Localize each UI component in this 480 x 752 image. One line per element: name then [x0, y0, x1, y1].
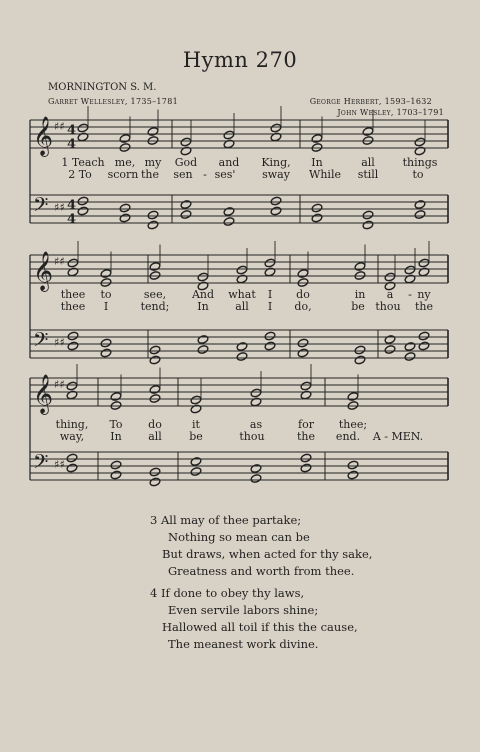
note-head — [67, 341, 79, 351]
note-head — [404, 265, 416, 275]
lyric-syllable: To — [109, 418, 123, 431]
note-head — [384, 345, 396, 355]
note-head — [300, 453, 312, 463]
lyric-syllable: I — [267, 288, 273, 301]
note-head — [297, 338, 309, 348]
lyric-syllable: thee — [60, 300, 86, 313]
stanza-line: Hallowed all toil if this the cause, — [162, 620, 358, 634]
lyric-syllable: things — [402, 156, 438, 169]
lyric-syllable: thee — [60, 288, 86, 301]
note-head — [100, 348, 112, 358]
author-credit: George Herbert, 1593–1632 — [309, 97, 432, 106]
key-signature: ♯♯ — [54, 336, 65, 349]
note-head — [197, 345, 209, 355]
note-head — [347, 401, 359, 411]
lyric-syllable: ny — [417, 288, 431, 301]
lyric-syllable: to — [100, 288, 112, 301]
note-head — [250, 474, 262, 484]
note-head — [110, 392, 122, 402]
lyric-syllable: While — [309, 168, 341, 181]
lyric-syllable: thou — [239, 430, 265, 443]
lyric-syllable: God — [174, 156, 198, 169]
treble-clef: 𝄞 — [33, 116, 54, 156]
note-head — [264, 331, 276, 341]
note-head — [362, 220, 374, 230]
lyric-syllable: way, — [59, 430, 85, 443]
note-head — [110, 470, 122, 480]
note-head — [270, 206, 282, 216]
note-head — [300, 381, 312, 391]
adapter-credit: John Wesley, 1703–1791 — [337, 108, 444, 117]
note-head — [149, 345, 161, 355]
note-head — [250, 464, 262, 474]
note-head — [362, 136, 374, 146]
note-head — [347, 470, 359, 480]
note-head — [354, 345, 366, 355]
note-head — [264, 341, 276, 351]
note-head — [354, 262, 366, 272]
lyric-syllable: all — [361, 156, 375, 169]
note-head — [404, 342, 416, 352]
note-head — [297, 278, 309, 288]
lyric-syllable: thee; — [338, 418, 368, 431]
note-head — [149, 477, 161, 487]
note-head — [414, 210, 426, 220]
lyric-syllable: do — [296, 288, 310, 301]
lyric-syllable: be — [351, 300, 365, 313]
note-head — [223, 217, 235, 227]
lyric-syllable: 2 To — [68, 168, 92, 181]
lyric-syllable: the — [296, 430, 316, 443]
stanza-line: 4 If done to obey thy laws, — [150, 586, 305, 600]
note-head — [66, 381, 78, 391]
note-head — [147, 210, 159, 220]
note-head — [250, 388, 262, 398]
note-head — [147, 220, 159, 230]
lyric-syllable: it — [192, 418, 200, 431]
stanza-3 — [150, 512, 372, 580]
note-head — [236, 342, 248, 352]
lyric-syllable: thou — [375, 300, 401, 313]
note-head — [270, 196, 282, 206]
note-head — [149, 467, 161, 477]
note-head — [311, 143, 323, 153]
stanza-number: 4 — [150, 586, 158, 600]
lyric-syllable: I — [103, 300, 109, 313]
note-head — [223, 207, 235, 217]
lyric-syllable: In — [110, 430, 122, 443]
lyric-syllable: And — [191, 288, 215, 301]
note-head — [404, 352, 416, 362]
note-head — [197, 272, 209, 282]
stanza-line: But draws, when acted for thy sake, — [162, 547, 373, 561]
note-head — [67, 258, 79, 268]
note-head — [110, 460, 122, 470]
lyric-syllable: see, — [143, 288, 167, 301]
note-head — [297, 348, 309, 358]
note-head — [100, 269, 112, 279]
lyric-syllable: scorn — [107, 168, 139, 181]
time-signature: 4 — [67, 137, 77, 152]
note-head — [311, 203, 323, 213]
note-head — [119, 143, 131, 153]
note-head — [77, 196, 89, 206]
note-head — [180, 137, 192, 147]
note-head — [180, 210, 192, 220]
note-head — [147, 127, 159, 137]
lyric-syllable: what — [228, 288, 256, 301]
note-head — [119, 134, 131, 144]
lyric-syllable: in — [354, 288, 366, 301]
lyric-syllable: still — [357, 168, 379, 181]
note-head — [100, 278, 112, 288]
note-head — [197, 335, 209, 345]
note-head — [300, 463, 312, 473]
key-signature: ♯♯ — [54, 378, 65, 391]
note-head — [236, 352, 248, 362]
lyric-syllable: all — [148, 430, 162, 443]
lyric-syllable: In — [311, 156, 323, 169]
note-head — [354, 271, 366, 281]
note-head — [354, 355, 366, 365]
lyric-syllable: A - MEN. — [372, 430, 424, 443]
bass-clef: 𝄢 — [33, 193, 49, 221]
hymn-title: Hymn 270 — [182, 48, 298, 72]
note-head — [190, 467, 202, 477]
lyric-syllable: sway — [262, 168, 290, 181]
note-head — [190, 395, 202, 405]
note-head — [77, 123, 89, 133]
note-head — [149, 271, 161, 281]
key-signature: ♯♯ — [54, 458, 65, 471]
lyric-syllable: the — [140, 168, 160, 181]
composer-credit: Garret Wellesley, 1735–1781 — [48, 97, 178, 106]
note-head — [264, 258, 276, 268]
note-head — [311, 213, 323, 223]
note-head — [414, 200, 426, 210]
note-head — [149, 394, 161, 404]
note-head — [384, 335, 396, 345]
note-head — [149, 385, 161, 395]
note-head — [66, 453, 78, 463]
key-signature: ♯♯ — [54, 255, 65, 268]
note-head — [347, 460, 359, 470]
note-head — [180, 200, 192, 210]
note-head — [67, 331, 79, 341]
note-head — [362, 127, 374, 137]
stanza-line: Even servile labors shine; — [168, 603, 319, 617]
note-head — [147, 136, 159, 146]
treble-clef: 𝄞 — [33, 374, 54, 414]
note-head — [149, 355, 161, 365]
note-head — [119, 203, 131, 213]
lyric-syllable: sen — [173, 168, 193, 181]
lyric-syllable: In — [197, 300, 209, 313]
note-head — [149, 262, 161, 272]
stanza-line: Nothing so mean can be — [168, 530, 310, 544]
note-head — [362, 210, 374, 220]
lyric-syllable: thing, — [55, 418, 89, 431]
lyric-syllable: - — [203, 168, 207, 181]
note-head — [347, 392, 359, 402]
key-signature: ♯♯ — [54, 201, 65, 214]
lyric-syllable: 1 Teach — [61, 156, 105, 169]
time-signature: 4 — [67, 123, 77, 138]
lyric-syllable: me, — [114, 156, 136, 169]
note-head — [297, 269, 309, 279]
lyric-syllable: a — [386, 288, 394, 301]
note-head — [190, 457, 202, 467]
treble-clef: 𝄞 — [33, 251, 54, 291]
bass-clef: 𝄢 — [33, 450, 49, 478]
time-signature: 4 — [67, 212, 77, 227]
stanza-4 — [150, 585, 358, 653]
note-head — [384, 272, 396, 282]
note-head — [418, 341, 430, 351]
time-signature: 4 — [67, 198, 77, 213]
lyric-syllable: be — [189, 430, 203, 443]
lyric-syllable: to — [412, 168, 424, 181]
lyric-syllable: the — [414, 300, 434, 313]
lyric-syllable: my — [144, 156, 162, 169]
stanza-line: The meanest work divine. — [168, 637, 319, 651]
note-head — [119, 213, 131, 223]
stanza-line: 3 All may of thee partake; — [150, 513, 302, 527]
stanza-line: Greatness and worth from thee. — [168, 564, 355, 578]
note-head — [66, 463, 78, 473]
note-head — [414, 137, 426, 147]
lyric-syllable: as — [249, 418, 263, 431]
key-signature: ♯♯ — [54, 120, 65, 133]
note-head — [223, 130, 235, 140]
lyric-syllable: I — [267, 300, 273, 313]
note-head — [236, 265, 248, 275]
note-head — [77, 206, 89, 216]
note-head — [100, 338, 112, 348]
lyric-syllable: and — [218, 156, 240, 169]
tune-name: MORNINGTON S. M. — [48, 82, 157, 93]
lyric-syllable: do, — [294, 300, 312, 313]
lyric-syllable: do — [148, 418, 162, 431]
lyric-syllable: King, — [261, 156, 291, 169]
lyric-syllable: tend; — [140, 300, 170, 313]
stanza-number: 3 — [150, 513, 158, 527]
note-head — [110, 401, 122, 411]
note-head — [270, 123, 282, 133]
lyric-syllable: all — [235, 300, 249, 313]
note-head — [418, 258, 430, 268]
note-head — [418, 331, 430, 341]
lyric-syllable: - — [408, 288, 412, 301]
lyric-syllable: end. — [335, 430, 361, 443]
lyric-syllable: ses' — [214, 168, 236, 181]
note-head — [311, 134, 323, 144]
bass-clef: 𝄢 — [33, 328, 49, 356]
lyric-syllable: for — [298, 418, 314, 431]
